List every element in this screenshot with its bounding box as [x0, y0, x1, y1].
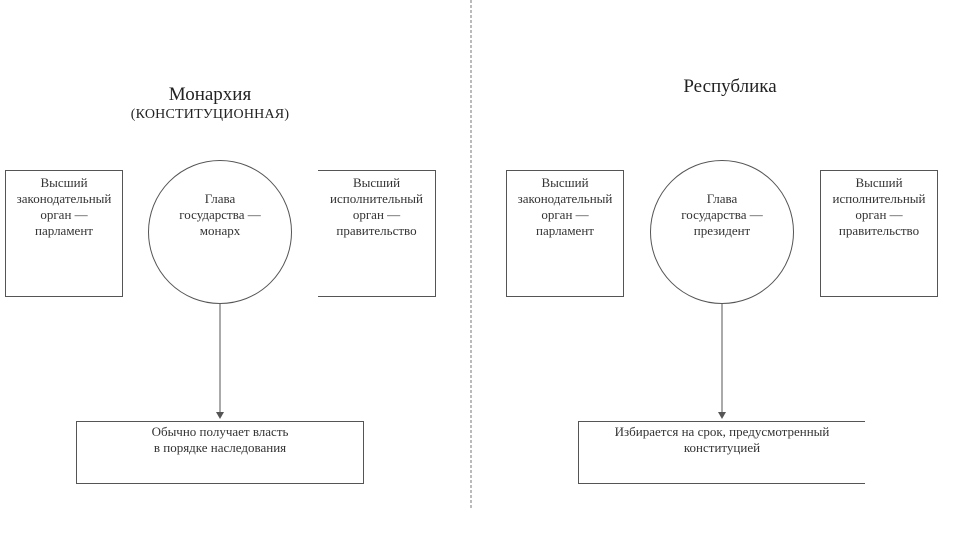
- monarchy-note-box: [76, 421, 364, 484]
- monarchy-legislative-line-1: Высший: [40, 175, 88, 190]
- republic-legislative-line-3: орган —: [541, 207, 589, 222]
- republic-executive-line-4: правительство: [838, 223, 920, 238]
- monarchy-executive-line-2: исполнительный: [330, 191, 423, 206]
- monarchy-legislative-line-3: орган —: [40, 207, 88, 222]
- republic-head-circle: [650, 160, 794, 304]
- republic-executive-box: [820, 170, 938, 297]
- republic-note-box: [578, 421, 865, 484]
- monarchy-head-line-2: государства —: [179, 207, 261, 222]
- republic-note-line-2: конституцией: [683, 440, 761, 455]
- republic-head-line-1: Глава: [706, 191, 738, 206]
- monarchy-executive-box: [318, 170, 436, 297]
- republic-legislative-line-4: парламент: [536, 223, 594, 238]
- republic-executive-line-3: орган —: [855, 207, 903, 222]
- monarchy-executive-line-3: орган —: [352, 207, 401, 222]
- monarchy-executive-line-4: правительство: [336, 223, 417, 238]
- monarchy-head-line-3: монарх: [199, 223, 241, 238]
- republic-executive-line-2: исполнительный: [832, 191, 926, 206]
- monarchy-title: Монархия: [168, 84, 252, 105]
- republic-legislative-box: [506, 170, 624, 297]
- monarchy-head-line-1: Глава: [204, 191, 236, 206]
- monarchy-legislative-box: [5, 170, 123, 297]
- republic-legislative-line-1: Высший: [541, 175, 589, 190]
- monarchy-note-line-2: в порядке наследования: [153, 440, 287, 455]
- monarchy-legislative-line-2: законодательный: [16, 191, 112, 206]
- republic-legislative-line-2: законодательный: [517, 191, 613, 206]
- monarchy-executive-line-1: Высший: [352, 175, 401, 190]
- monarchy-subtitle: (КОНСТИТУЦИОННАЯ): [130, 107, 290, 122]
- monarchy-legislative-line-4: парламент: [35, 223, 93, 238]
- monarchy-head-circle: [148, 160, 292, 304]
- republic-title: Республика: [683, 76, 777, 97]
- monarchy-note-line-1: Обычно получает власть: [151, 424, 289, 439]
- republic-head-line-2: государства —: [681, 207, 763, 222]
- republic-head-line-3: президент: [693, 223, 751, 238]
- republic-note-line-1: Избирается на срок, предусмотренный: [614, 424, 830, 439]
- republic-executive-line-1: Высший: [855, 175, 903, 190]
